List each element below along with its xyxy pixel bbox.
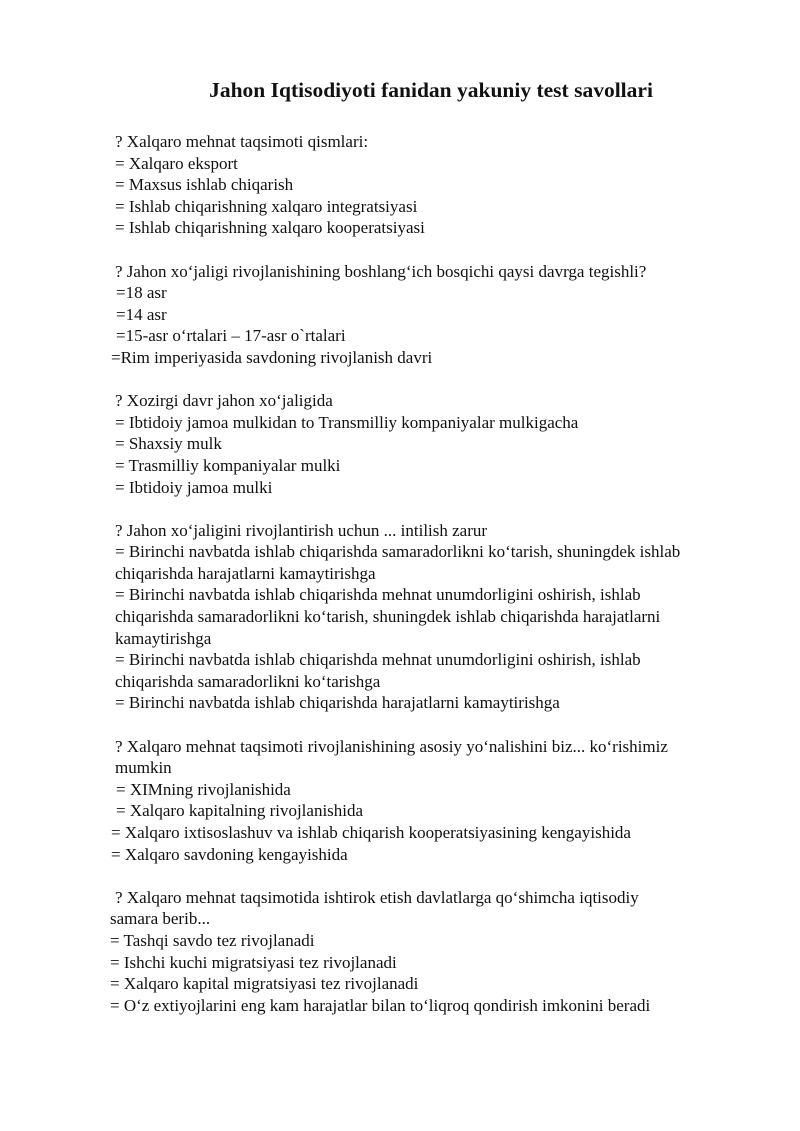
answer-option: = Birinchi navbatda ishlab chiqarishda mehnat unumdorligini oshirish, ishlab <box>115 585 641 605</box>
question-text: ? Xozirgi davr jahon xo‘jaligida <box>115 391 333 411</box>
answer-option-continued: chiqarishda samaradorlikni ko‘tarishga <box>115 671 381 691</box>
answer-option: = Birinchi navbatda ishlab chiqarishda samaradorlikni ko‘tarish, shuningdek ishlab <box>115 542 681 562</box>
answer-option: = XIMning rivojlanishida <box>116 779 291 799</box>
page-title: Jahon Iqtisodiyoti fanidan yakuniy test savollari <box>209 78 653 102</box>
question-block-4 <box>0 520 800 714</box>
question-block-2 <box>0 261 800 369</box>
question-text: ? Jahon xo‘jaligi rivojlanishining boshlang‘ich bosqichi qaysi davrga tegishli? <box>115 261 647 281</box>
answer-option: = Maxsus ishlab chiqarish <box>115 175 294 195</box>
answer-option: =Rim imperiyasida savdoning rivojlanish davri <box>111 347 433 367</box>
answer-option: = Xalqaro eksport <box>115 153 238 173</box>
question-block-1 <box>0 131 800 239</box>
answer-option: = Birinchi navbatda ishlab chiqarishda mehnat unumdorligini oshirish, ishlab <box>115 650 641 670</box>
answer-option: = Xalqaro kapitalning rivojlanishida <box>116 801 364 821</box>
question-block-3 <box>0 390 800 498</box>
answer-option: = Ishlab chiqarishning xalqaro kooperatsiyasi <box>115 218 425 238</box>
question-list <box>0 131 800 1038</box>
question-text: ? Jahon xo‘jaligini rivojlantirish uchun ... intilish zarur <box>115 520 488 540</box>
answer-option-continued: chiqarishda harajatlarni kamaytirishga <box>115 563 376 583</box>
question-text-continued: mumkin <box>115 758 172 778</box>
question-text: ? Xalqaro mehnat taqsimoti qismlari: <box>115 132 369 151</box>
question-text-continued: samara berib... <box>110 909 211 929</box>
answer-option: = Birinchi navbatda ishlab chiqarishda harajatlarni kamaytirishga <box>115 693 560 713</box>
question-text: ? Xalqaro mehnat taqsimoti rivojlanishining asosiy yo‘nalishini biz... ko‘rishimiz <box>115 736 668 756</box>
question-text: ? Xalqaro mehnat taqsimotida ishtirok etish davlatlarga qo‘shimcha iqtisodiy <box>115 887 639 907</box>
answer-option: =14 asr <box>116 304 167 324</box>
answer-option: = Ishchi kuchi migratsiyasi tez rivojlanadi <box>110 952 397 972</box>
answer-option-continued: chiqarishda samaradorlikni ko‘tarish, shuningdek ishlab chiqarishda harajatlarni <box>115 607 661 627</box>
question-block-5 <box>0 736 800 866</box>
answer-option: = Shaxsiy mulk <box>115 434 222 454</box>
question-block-6 <box>0 887 800 1017</box>
answer-option-continued: kamaytirishga <box>115 628 212 648</box>
answer-option: = Ishlab chiqarishning xalqaro integratsiyasi <box>115 196 418 216</box>
answer-option: = Tashqi savdo tez rivojlanadi <box>110 930 315 950</box>
answer-option: = Xalqaro kapital migratsiyasi tez rivojlanadi <box>110 974 419 994</box>
answer-option: =18 asr <box>116 283 167 303</box>
answer-option: = Xalqaro ixtisoslashuv va ishlab chiqarish kooperatsiyasining kengayishida <box>111 823 631 842</box>
answer-option: = Ibtidoiy jamoa mulkidan to Transmilliy kompaniyalar mulkigacha <box>115 412 579 432</box>
answer-option: = O‘z extiyojlarini eng kam harajatlar bilan to‘liqroq qondirish imkonini beradi <box>110 995 651 1015</box>
answer-option: =15-asr o‘rtalari – 17-asr o`rtalari <box>116 326 346 346</box>
answer-option: = Xalqaro savdoning kengayishida <box>111 844 348 864</box>
answer-option: = Trasmilliy kompaniyalar mulki <box>115 455 341 475</box>
answer-option: = Ibtidoiy jamoa mulki <box>115 477 273 497</box>
